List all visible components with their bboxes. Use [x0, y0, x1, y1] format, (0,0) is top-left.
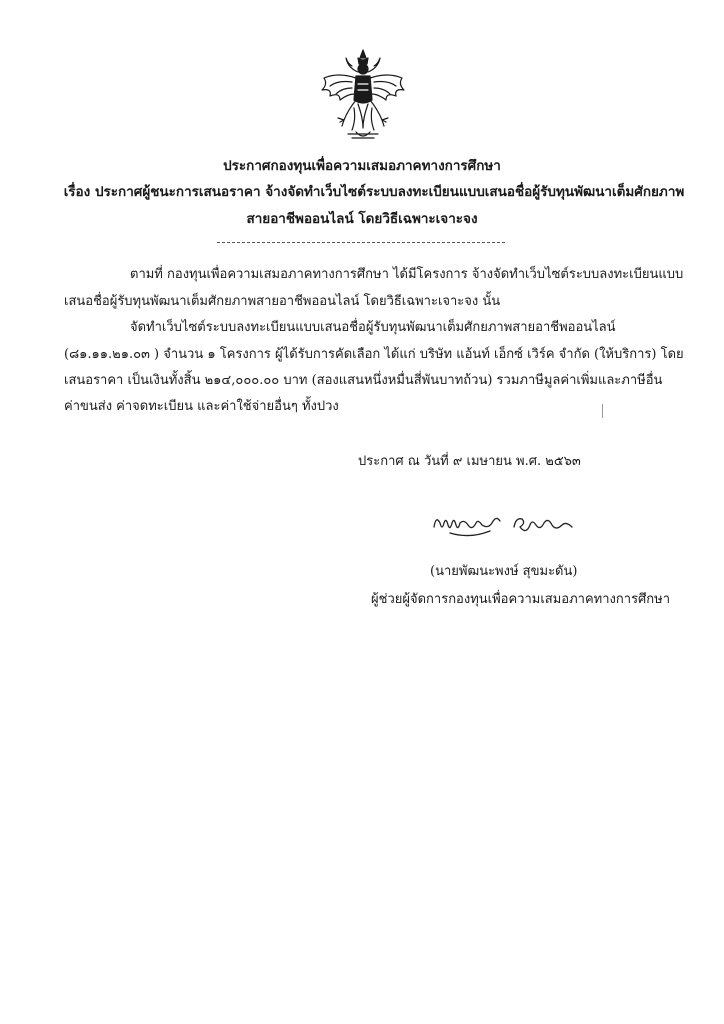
announcement-date: ประกาศ ณ วันที่ ๙ เมษายน พ.ศ. ๒๕๖๓ [358, 454, 581, 469]
body-line-4: (๘๑.๑๑.๒๑.๐๓ ) จำนวน ๑ โครงการ ผู้ได้รับการคัดเลือก ได้แก่ บริษัท แอ้นท์ เอ็กซ์ เวิร์ค จำกัด (ให้บริการ) โดย [64, 347, 684, 362]
scan-mark [602, 404, 603, 418]
announcement-subject: เรื่อง ประกาศผู้ชนะการเสนอราคา จ้างจัดทำเว็บไซต์ระบบลงทะเบียนแบบเสนอชื่อผู้รับทุนพัฒนาเต็มศักยภาพ [63, 184, 685, 200]
announcement-title: ประกาศกองทุนเพื่อความเสมอภาคทางการศึกษา [223, 158, 501, 174]
handwritten-signature [430, 505, 580, 547]
body-line-6: ค่าขนส่ง ค่าจดทะเบียน และค่าใช้จ่ายอื่นๆ ทั้งปวง [64, 399, 339, 414]
announcement-subject-continued: สายอาชีพออนไลน์ โดยวิธีเฉพาะเจาะจง [246, 211, 478, 227]
body-line-2: เสนอชื่อผู้รับทุนพัฒนาเต็มศักยภาพสายอาชีพออนไลน์ โดยวิธีเฉพาะเจาะจง นั้น [64, 294, 501, 309]
signer-name: (นายพัฒนะพงษ์ สุขมะดัน) [430, 564, 578, 579]
body-line-3: จัดทำเว็บไซต์ระบบลงทะเบียนแบบเสนอชื่อผู้รับทุนพัฒนาเต็มศักยภาพสายอาชีพออนไลน์ [130, 320, 616, 335]
signer-title: ผู้ช่วยผู้จัดการกองทุนเพื่อความเสมอภาคทางการศึกษา [371, 592, 671, 607]
body-line-5: เสนอราคา เป็นเงินทั้งสิ้น ๒๑๔,๐๐๐.๐๐ บาท (สองแสนหนึ่งหมื่นสี่พันบาทถ้วน) รวมภาษีมูลค่าเพิ่มและภาษีอื่น [64, 373, 663, 388]
body-line-1: ตามที่ กองทุนเพื่อความเสมอภาคทางการศึกษา ได้มีโครงการ จ้างจัดทำเว็บไซต์ระบบลงทะเบียนแบบ [130, 267, 684, 282]
garuda-emblem-icon [318, 48, 408, 144]
header-divider [217, 242, 505, 243]
